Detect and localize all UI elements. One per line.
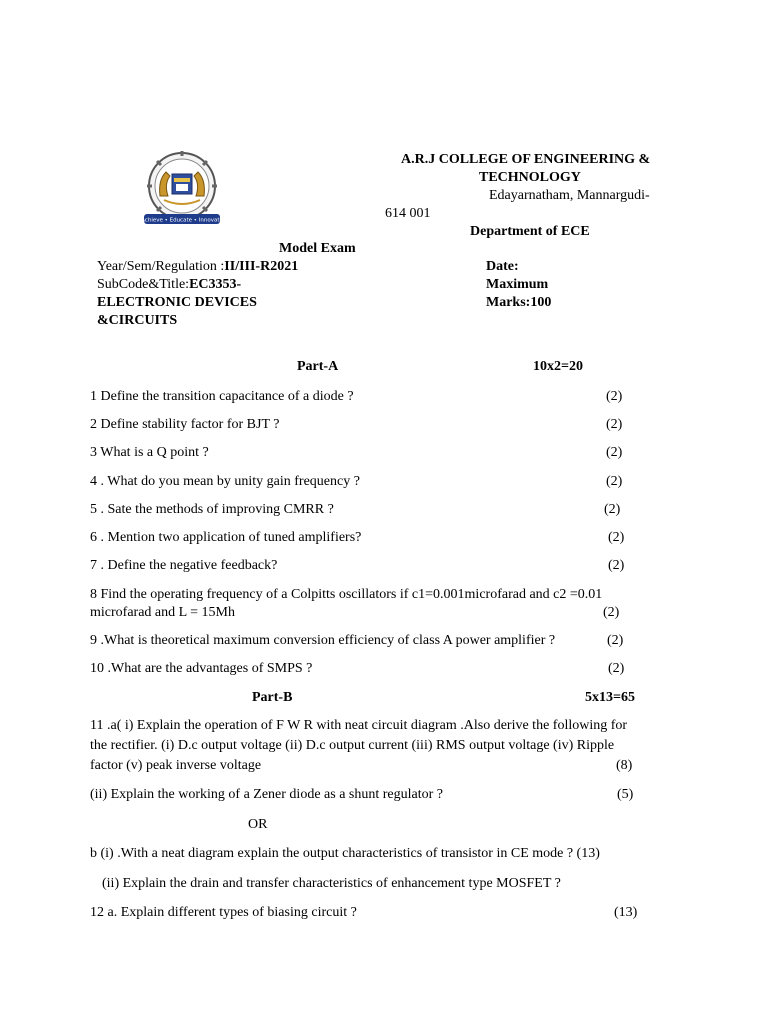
question-marks: (2) — [606, 417, 623, 432]
question-marks: (2) — [608, 558, 625, 573]
question-10 — [90, 661, 670, 681]
question-12a: 12 a. Explain different types of biasing circuit ? — [90, 905, 357, 920]
question-11a-ii: (ii) Explain the working of a Zener diode as a shunt regulator ? — [90, 787, 443, 802]
question-7 — [90, 558, 670, 578]
address-line1: Edayarnatham, Mannargudi- — [489, 188, 650, 203]
question-5 — [90, 502, 670, 522]
department: Department of ECE — [470, 224, 590, 239]
question-8-line2: microfarad and L = 15Mh — [90, 605, 235, 620]
part-a-title: Part-A — [297, 359, 339, 374]
question-8-marks: (2) — [603, 605, 620, 620]
part-b-title: Part-B — [252, 690, 293, 705]
year-label: Year/Sem/Regulation : — [97, 259, 225, 274]
question-9 — [90, 633, 670, 653]
max-marks-line1: Maximum — [486, 277, 549, 292]
question-4 — [90, 474, 670, 494]
question-marks: (2) — [606, 474, 623, 489]
question-marks: (2) — [607, 633, 624, 648]
question-marks: (2) — [608, 530, 625, 545]
question-2 — [90, 417, 670, 437]
question-text: 5 . Sate the methods of improving CMRR ? — [90, 502, 334, 517]
question-11b-ii: (ii) Explain the drain and transfer characteristics of enhancement type MOSFET ? — [102, 876, 561, 891]
college-name-line2: TECHNOLOGY — [479, 170, 581, 185]
question-11a-marks: (8) — [616, 758, 633, 773]
question-text: 3 What is a Q point ? — [90, 445, 209, 460]
question-12a-marks: (13) — [614, 905, 638, 920]
subject-line2: &CIRCUITS — [97, 313, 178, 328]
year-value: II/III-R2021 — [224, 259, 299, 274]
college-logo — [138, 150, 226, 234]
question-8-line1: 8 Find the operating frequency of a Colpitts oscillators if c1=0.001microfarad and c2 =0.01 — [90, 587, 603, 602]
question-text: 10 .What are the advantages of SMPS ? — [90, 661, 313, 676]
question-marks: (2) — [608, 661, 625, 676]
question-6 — [90, 530, 670, 550]
svg-text:Achieve • Educate • Innovate: Achieve • Educate • Innovate — [141, 217, 223, 224]
question-11a-line2: the rectifier. (i) D.c output voltage (ii) D.c output current (iii) RMS output voltage (iv) Ripple — [90, 738, 615, 753]
subject-line1: ELECTRONIC DEVICES — [97, 295, 257, 310]
question-marks: (2) — [606, 389, 623, 404]
college-name-line1: A.R.J COLLEGE OF ENGINEERING & — [401, 152, 651, 167]
question-marks: (2) — [604, 502, 621, 517]
question-11a-line3: factor (v) peak inverse voltage — [90, 758, 262, 773]
question-text: 6 . Mention two application of tuned amplifiers? — [90, 530, 362, 545]
or-separator: OR — [248, 817, 268, 832]
subcode-value: EC3353- — [189, 277, 242, 292]
question-text: 7 . Define the negative feedback? — [90, 558, 278, 573]
part-b-marks: 5x13=65 — [585, 690, 635, 705]
question-text: 9 .What is theoretical maximum conversion efficiency of class A power amplifier ? — [90, 633, 556, 648]
subcode-label: SubCode&Title: — [97, 277, 190, 292]
address-line2: 614 001 — [385, 206, 431, 221]
question-3 — [90, 445, 670, 465]
question-11b-i: b (i) .With a neat diagram explain the output characteristics of transistor in CE mode ? (13) — [90, 846, 600, 861]
question-text: 1 Define the transition capacitance of a diode ? — [90, 389, 354, 404]
question-11a-ii-marks: (5) — [617, 787, 634, 802]
max-marks-line2: Marks:100 — [486, 295, 552, 310]
question-text: 4 . What do you mean by unity gain frequency ? — [90, 474, 360, 489]
question-text: 2 Define stability factor for BJT ? — [90, 417, 280, 432]
date-label: Date: — [486, 259, 519, 274]
part-a-marks: 10x2=20 — [533, 359, 583, 374]
subcode-title — [97, 277, 241, 293]
question-1 — [90, 389, 670, 409]
question-11a-line1: 11 .a( i) Explain the operation of F W R with neat circuit diagram .Also derive the following for — [90, 718, 628, 733]
year-sem-regulation — [97, 259, 298, 275]
exam-title: Model Exam — [279, 241, 356, 256]
question-marks: (2) — [606, 445, 623, 460]
